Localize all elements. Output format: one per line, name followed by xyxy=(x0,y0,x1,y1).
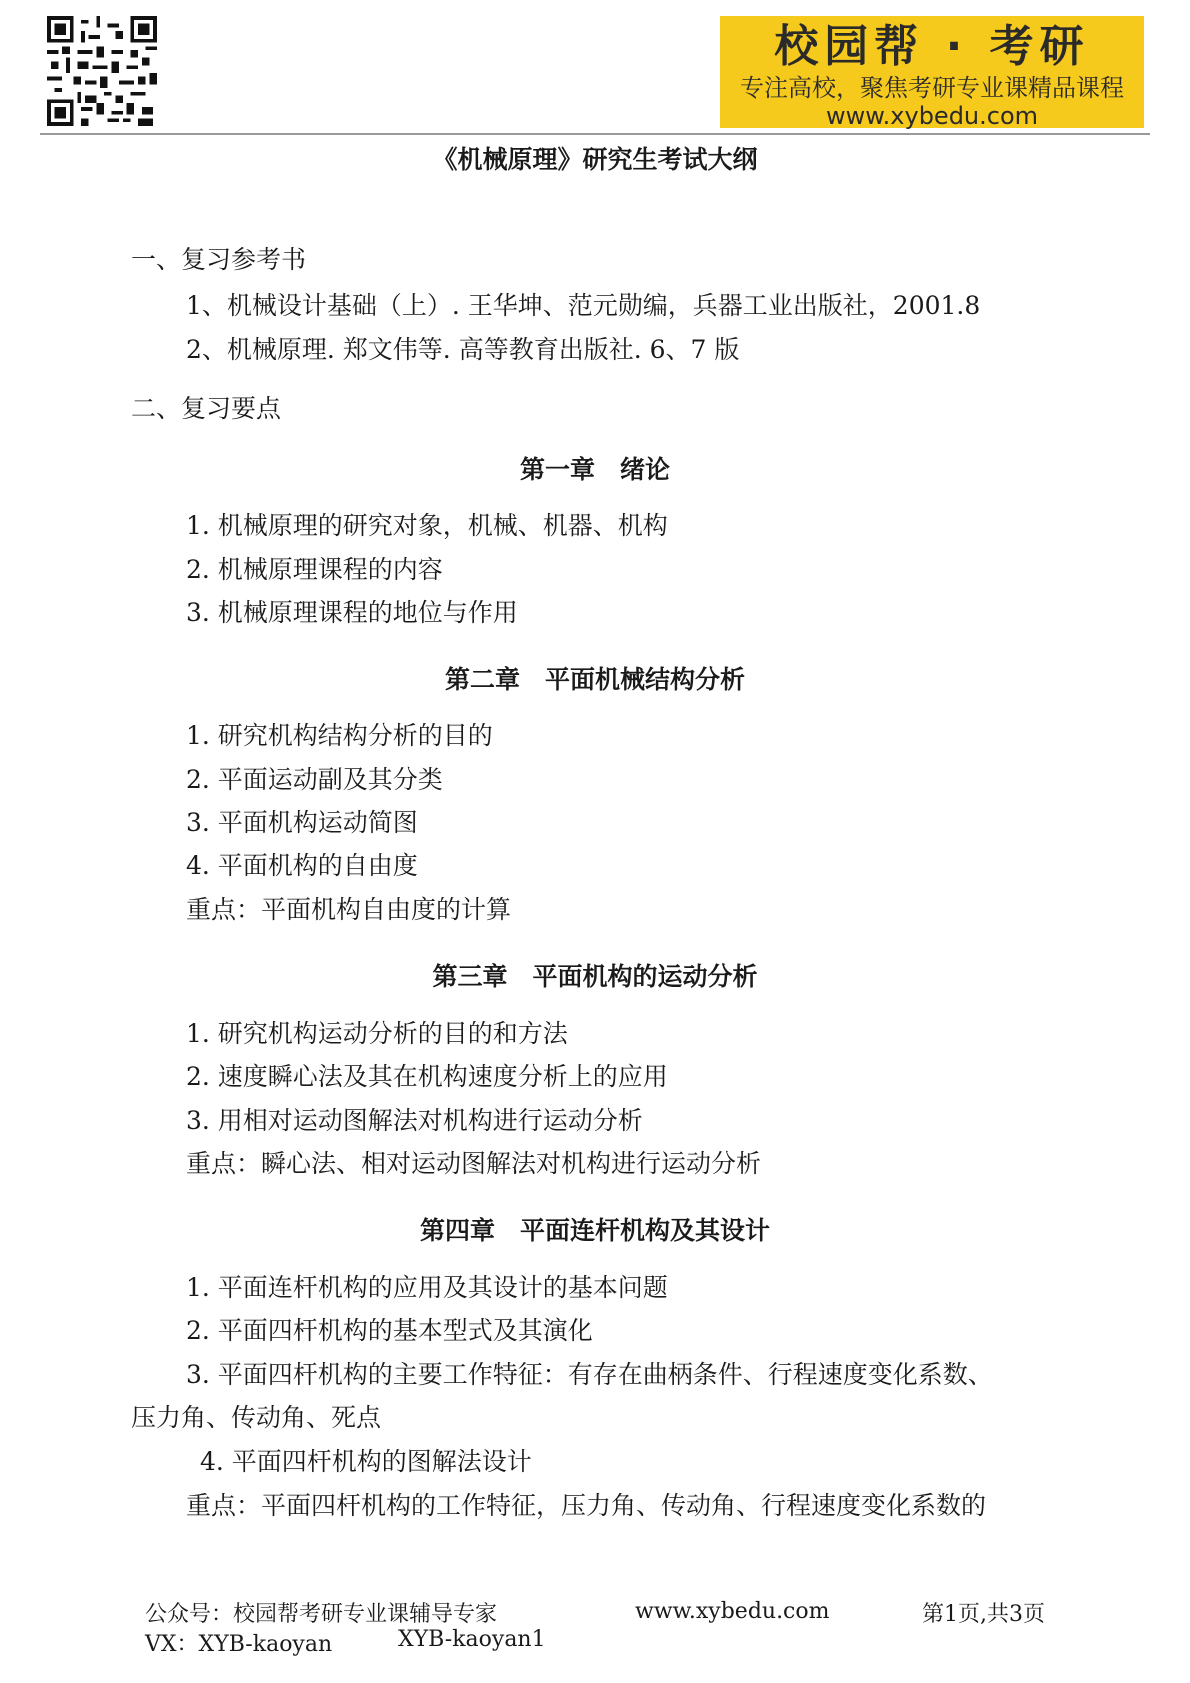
list-item: 1. 研究机构运动分析的目的和方法 xyxy=(186,1019,568,1048)
section-heading: 二、复习要点 xyxy=(131,394,282,423)
footer-vx-alt: XYB-kaoyan1 xyxy=(398,1627,546,1652)
list-item: 2. 平面运动副及其分类 xyxy=(186,765,443,794)
qr-code xyxy=(47,16,157,126)
footer-vx: VX：XYB-kaoyan xyxy=(145,1632,333,1657)
page-title: 《机械原理》研究生考试大纲 xyxy=(432,145,758,174)
chapter-heading: 第一章 绪论 xyxy=(519,455,670,484)
list-item: 2. 速度瞬心法及其在机构速度分析上的应用 xyxy=(186,1062,668,1091)
brand-name: 校园帮 · 考研 xyxy=(774,21,1090,72)
list-item: 1. 机械原理的研究对象，机械、机器、机构 xyxy=(186,511,668,540)
header-divider xyxy=(40,133,1150,135)
brand-url: www.xybedu.com xyxy=(825,102,1039,130)
list-item: 3. 平面四杆机构的主要工作特征：有存在曲柄条件、行程速度变化系数、 xyxy=(186,1360,993,1389)
list-item: 3. 机械原理课程的地位与作用 xyxy=(186,598,518,627)
list-item: 4. 平面四杆机构的图解法设计 xyxy=(200,1447,532,1476)
list-item-continuation: 压力角、传动角、死点 xyxy=(131,1403,382,1432)
key-point: 重点：瞬心法、相对运动图解法对机构进行运动分析 xyxy=(186,1149,762,1178)
list-item: 2. 机械原理课程的内容 xyxy=(186,555,443,584)
list-item: 3. 用相对运动图解法对机构进行运动分析 xyxy=(186,1106,643,1135)
list-item: 1. 平面连杆机构的应用及其设计的基本问题 xyxy=(186,1273,668,1302)
chapter-heading: 第四章 平面连杆机构及其设计 xyxy=(419,1216,770,1245)
list-item: 1、机械设计基础（上）. 王华坤、范元勋编，兵器工业出版社，2001.8 xyxy=(186,291,981,320)
list-item: 2、机械原理. 郑文伟等. 高等教育出版社. 6、7 版 xyxy=(186,335,740,364)
brand-slogan: 专注高校，聚焦考研专业课精品课程 xyxy=(740,74,1124,102)
section-heading: 一、复习参考书 xyxy=(131,245,307,274)
key-point: 重点：平面机构自由度的计算 xyxy=(186,895,512,924)
list-item: 4. 平面机构的自由度 xyxy=(186,851,418,880)
list-item: 3. 平面机构运动简图 xyxy=(186,808,418,837)
footer-page-number: 第1页,共3页 xyxy=(922,1602,1045,1627)
footer-url[interactable]: www.xybedu.com xyxy=(635,1599,830,1624)
key-point: 重点：平面四杆机构的工作特征，压力角、传动角、行程速度变化系数的 xyxy=(186,1491,987,1520)
footer-wechat-account: 公众号：校园帮考研专业课辅导专家 xyxy=(145,1602,498,1627)
list-item: 2. 平面四杆机构的基本型式及其演化 xyxy=(186,1316,593,1345)
brand-banner xyxy=(720,16,1144,128)
chapter-heading: 第三章 平面机构的运动分析 xyxy=(432,962,758,991)
chapter-heading: 第二章 平面机械结构分析 xyxy=(444,665,745,694)
list-item: 1. 研究机构结构分析的目的 xyxy=(186,721,493,750)
